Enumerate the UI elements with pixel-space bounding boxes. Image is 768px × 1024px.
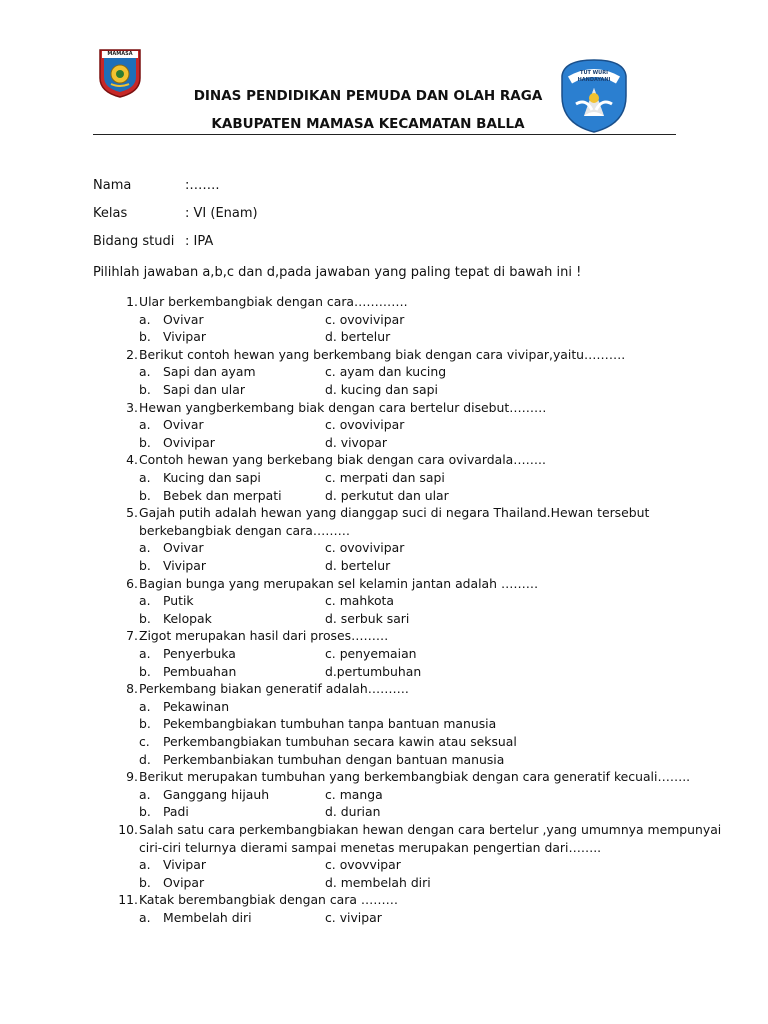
option-text-second: d. perkutut dan ular [325,487,449,503]
info-row-subject [93,234,213,249]
option-letter: b. [139,804,151,820]
info-row-class [93,206,258,221]
option-letter: b. [139,558,151,573]
option-text-second: c. ovovvipar [325,857,401,873]
question-number: 2. [126,346,138,362]
question-number: 3. [126,399,138,415]
option-letter: a. [139,646,151,661]
option-text-second: d. bertelur [325,558,391,573]
option-letter: b. [139,329,151,345]
option-text-second: d. bertelur [325,329,391,345]
option-letter: a. [139,910,151,925]
option-letter: b. [139,663,151,679]
question-text: Zigot merupakan hasil dari proses……… [139,628,389,644]
question-text: berkebangbiak dengan cara……… [139,522,350,538]
info-value: : IPA [185,234,214,249]
question-number: 10. [118,822,138,837]
option-text: Pekembangbiakan tumbuhan tanpa bantuan manusia [163,716,497,732]
option-letter: a. [139,470,151,485]
option-letter: d. [139,751,151,767]
question-text: ciri-ciri telurnya dierami sampai menetas merupakan pengertian dari…….. [139,839,602,855]
question-text: Salah satu cara perkembangbiakan hewan dengan cara bertelur ,yang umumnya mempunyai [139,822,722,837]
question-number: 7. [126,628,138,644]
option-text-second: c. ovovivipar [325,540,405,556]
option-text: Membelah diri [163,910,252,925]
question-text: Berikut contoh hewan yang berkembang biak dengan cara vivipar,yaitu………. [139,346,626,362]
option-text: Kucing dan sapi [163,470,261,485]
option-text: Perkembanbiakan tumbuhan dengan bantuan manusia [163,751,505,767]
header-line-2: KABUPATEN MAMASA KECAMATAN BALLA [211,116,525,132]
option-text: Vivipar [163,329,206,345]
option-text-second: c. penyemaian [325,646,417,661]
option-letter: a. [139,364,151,380]
option-letter: b. [139,716,151,732]
question-number: 6. [126,575,138,591]
option-text: Ovivar [163,540,204,556]
question-text: Katak berembangbiak dengan cara ……… [139,892,399,908]
option-text-second: d. vivopar [325,434,387,450]
option-text: Vivipar [163,857,206,873]
option-text: Vivipar [163,558,206,573]
option-letter: b. [139,610,151,626]
info-value: :……. [185,178,220,193]
option-text-second: d. kucing dan sapi [325,382,438,397]
question-text: Bagian bunga yang merupakan sel kelamin jantan adalah ……… [139,575,539,591]
question-number: 8. [126,681,138,697]
info-value: : VI (Enam) [185,206,258,221]
question-number: 4. [126,452,138,468]
question-text: Contoh hewan yang berkebang biak dengan cara ovivardala…….. [139,452,546,468]
option-text: Ganggang hijauh [163,786,270,802]
question-number: 9. [126,769,138,785]
question-number: 1. [126,294,138,309]
option-text-second: c. ovovivipar [325,417,405,433]
option-text-second: c. manga [325,786,383,802]
info-label: Bidang studi [93,234,175,249]
option-letter: a. [139,540,151,556]
option-letter: b. [139,434,151,450]
header-line-1: DINAS PENDIDIKAN PEMUDA DAN OLAH RAGA [193,88,543,104]
info-label: Kelas [93,206,128,221]
right-logo-text: TUT WURI HANDAYANI [577,70,611,83]
option-letter: a. [139,786,151,802]
option-letter: a. [139,698,151,714]
option-text: Bebek dan merpati [163,487,282,503]
option-text: Pekawinan [163,698,230,714]
option-letter: a. [139,593,151,609]
option-letter: a. [139,417,151,433]
question-text: Berikut merupakan tumbuhan yang berkembangbiak dengan cara generatif kecuali…….. [139,769,691,785]
option-text: Putik [163,593,194,609]
option-text-second: d.pertumbuhan [325,663,422,679]
option-text: Padi [163,804,189,820]
question-text: Gajah putih adalah hewan yang dianggap suci di negara Thailand.Hewan tersebut [139,505,650,521]
option-text: Ovipar [163,874,205,890]
option-text-second: c. ovovivipar [325,311,405,327]
option-text-second: c. mahkota [325,593,394,609]
option-letter: b. [139,382,151,397]
option-text-second: c. vivipar [325,910,382,925]
option-letter: a. [139,311,151,327]
option-text-second: d. membelah diri [325,874,431,890]
option-letter: b. [139,487,151,503]
header-divider [93,134,676,135]
option-text: Ovivar [163,311,204,327]
question-number: 5. [126,505,138,521]
option-text-second: d. serbuk sari [325,610,410,626]
question-text: Hewan yangberkembang biak dengan cara bertelur disebut……… [139,399,547,415]
option-text: Ovivar [163,417,204,433]
option-letter: b. [139,874,151,890]
option-text: Sapi dan ayam [163,364,256,380]
option-text: Penyerbuka [163,646,236,661]
option-text-second: c. ayam dan kucing [325,364,447,380]
info-label: Nama [93,178,132,193]
option-letter: c. [139,734,150,749]
option-letter: a. [139,857,151,873]
option-text: Kelopak [163,610,212,626]
left-logo-text: MAMASA [107,51,133,57]
question-text: Perkembang biakan generatif adalah………. [139,681,409,697]
option-text-second: d. durian [325,804,381,820]
option-text: Perkembangbiakan tumbuhan secara kawin atau seksual [163,734,517,749]
instruction: Pilihlah jawaban a,b,c dan d,pada jawaban yang paling tepat di bawah ini ! [93,265,582,280]
info-row-name [93,178,220,193]
option-text: Sapi dan ular [163,382,245,397]
option-text: Ovivipar [163,434,215,450]
option-text: Pembuahan [163,663,237,679]
question-number: 11. [118,892,138,908]
question-text: Ular berkembangbiak dengan cara…………. [139,294,408,309]
option-text-second: c. merpati dan sapi [325,470,445,485]
